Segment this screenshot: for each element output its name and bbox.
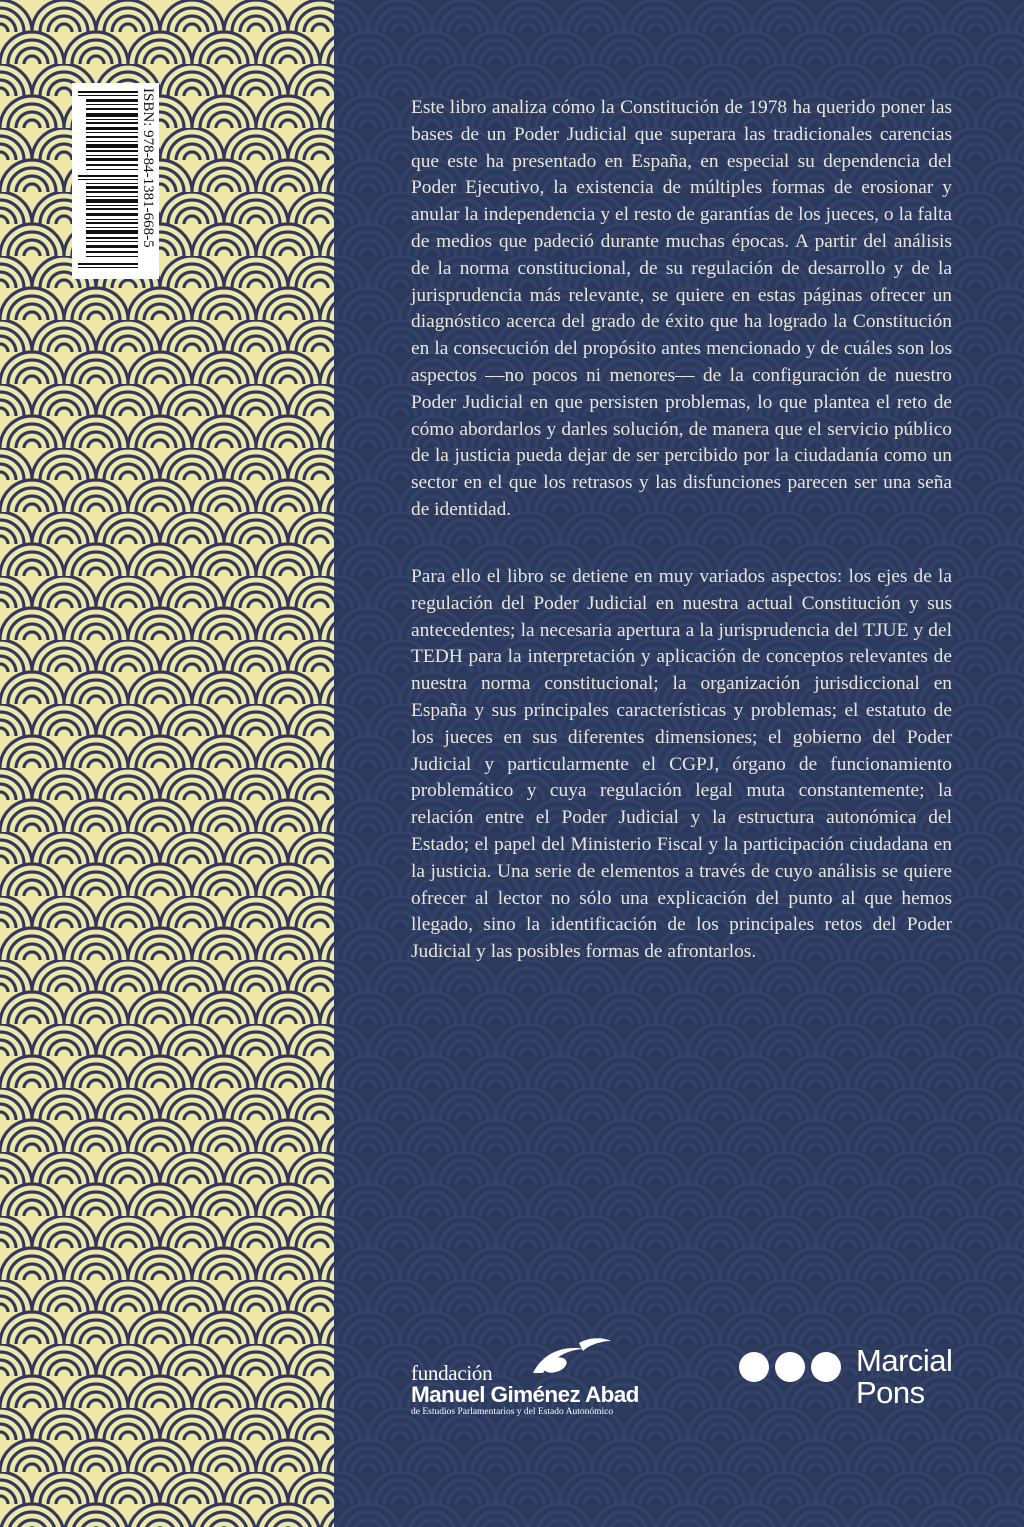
- marcial-pons-wordmark: [856, 1345, 952, 1409]
- fundacion-name: Manuel Giménez Abad: [411, 1382, 639, 1407]
- isbn-number: ISBN: 978-84-1381-668-5: [140, 88, 156, 248]
- blurb-paragraph-1: Este libro analiza cómo la Constitución de 1978 ha querido poner las bases de un Poder Judicial que superara las tradicionales carencias que este ha presentado en España, en especial su dependencia del Poder Ejecutivo, la existencia de múltiples formas de erosionar y anular la independencia y el resto de garantías de los jueces, o la falta de medios que padeció durante muchas épocas. A partir del análisis de la norma constitucional, de su regulación de desarrollo y de la jurisprudencia más relevante, se quiere en estas páginas ofrecer un diagnóstico acerca del grado de éxito que ha logrado la Constitución en la consecución del propósito antes mencionado y de cuáles son los aspectos —no pocos ni menores— de la configuración de nuestro Poder Judicial en que persisten problemas, lo que plantea el reto de cómo abordarlos y darles solución, de manera que el servicio público de la justicia pueda dejar de ser percibido por la ciudadanía como un sector en el que los retrasos y las disfunciones parecen ser una seña de identidad.: [411, 97, 952, 520]
- barcode-bars: [78, 89, 138, 273]
- isbn-barcode: [72, 83, 159, 279]
- blurb-paragraph-2: Para ello el libro se detiene en muy variados aspectos: los ejes de la regulación del Poder Judicial en nuestra actual Constitución y sus antecedentes; la necesaria apertura a la jurisprudencia del TJUE y del TEDH para la interpretación y aplicación de conceptos relevantes de nuestra norma constitucional; la organización jurisdiccional en España y sus principales características y problemas; el estatuto de los jueces en sus diferentes dimensiones; el gobierno del Poder Judicial y particularmente el CGPJ, órgano de funcionamiento problemático y cuya regulación legal muta constantemente; la relación entre el Poder Judicial y la estructura autonómica del Estado; el papel del Ministerio Fiscal y la participación ciudadana en la justicia. Una serie de elementos a través de cuyo análisis se quiere ofrecer al lector no sólo una explicación del punto al que hemos llegado, sino la identificación de los principales retos del Poder Judicial y las posibles formas de afrontarlos.: [411, 566, 952, 963]
- marcial-pons-logo: [738, 1345, 968, 1415]
- fundacion-gimenez-abad-logo: [411, 1335, 671, 1425]
- patterned-spine-band: [0, 0, 334, 1527]
- pons-word: Pons: [856, 1375, 925, 1410]
- marcial-word: Marcial: [856, 1343, 953, 1378]
- fundacion-swoosh-icon: [529, 1335, 613, 1377]
- wave-pattern: [0, 0, 334, 1527]
- fundacion-subtitle: de Estudios Parlamentarios y del Estado Autonómico: [411, 1407, 614, 1417]
- marcial-pons-circles-icon: [738, 1351, 844, 1385]
- fundacion-word: fundación: [411, 1361, 493, 1385]
